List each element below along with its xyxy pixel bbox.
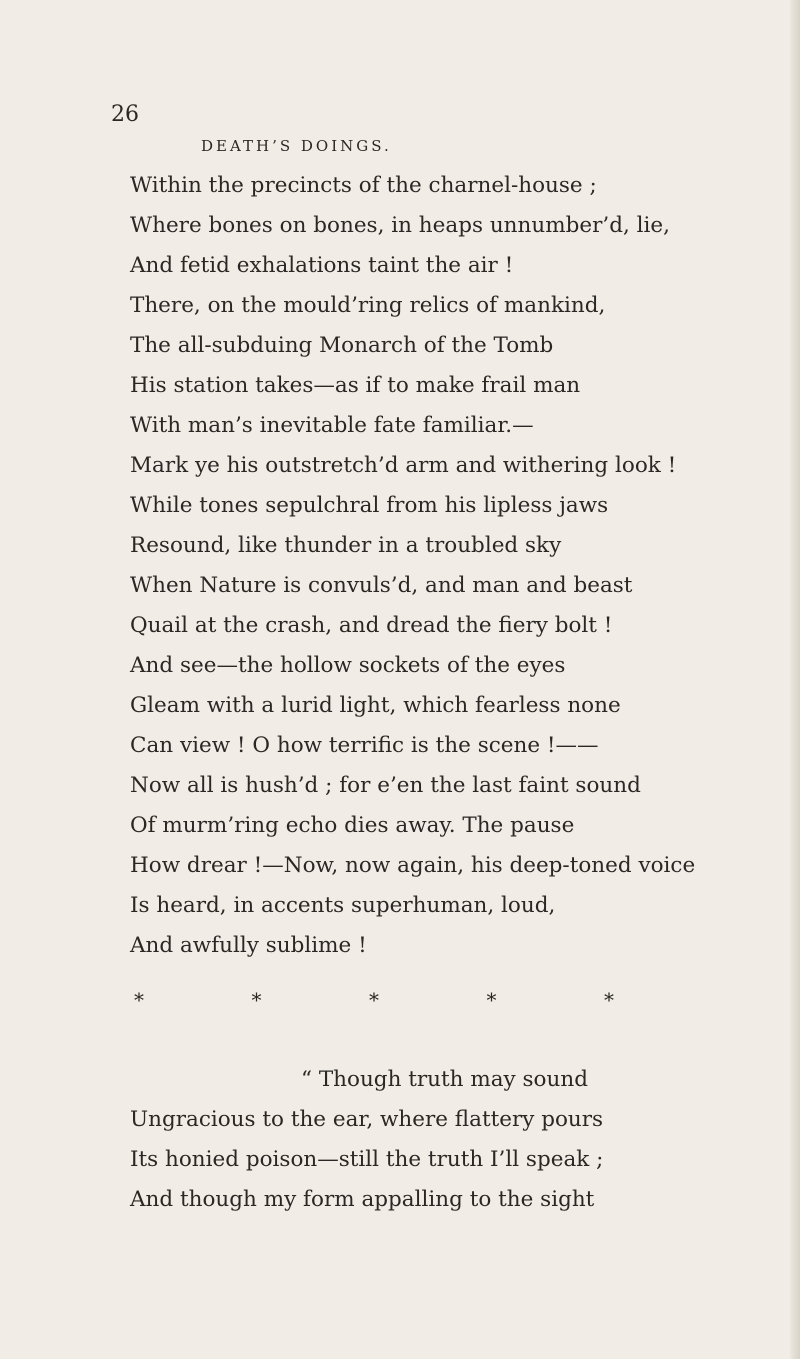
poem-line: Is heard, in accents superhuman, loud, (130, 893, 556, 918)
page-number: 26 (111, 102, 139, 127)
poem-line: When Nature is convuls’d, and man and beast (130, 573, 633, 598)
poem-line: Of murm’ring echo dies away. The pause (130, 813, 575, 838)
poem-line: “ Though truth may sound (301, 1067, 588, 1092)
poem-line: And see—the hollow sockets of the eyes (130, 653, 566, 678)
poem-line: And fetid exhalations taint the air ! (130, 253, 514, 278)
poem-line: Ungracious to the ear, where flattery pours (130, 1107, 604, 1132)
poem-line: Gleam with a lurid light, which fearless none (130, 693, 621, 718)
poem-line: Where bones on bones, in heaps unnumber’d, lie, (130, 213, 670, 238)
poem-line: His station takes—as if to make frail man (130, 373, 581, 398)
poem-line: Mark ye his outstretch’d arm and withering look ! (130, 453, 677, 478)
separator-asterisk: * (486, 988, 497, 1012)
poem-line: The all-subduing Monarch of the Tomb (130, 333, 554, 358)
separator-asterisk: * (251, 988, 262, 1012)
separator-asterisk: * (604, 988, 614, 1012)
running-head: DEATH’S DOINGS. (201, 137, 392, 155)
page-edge (790, 0, 800, 1359)
poem-line: And though my form appalling to the sight (130, 1187, 595, 1212)
section-separator (134, 989, 614, 1011)
poem-line: Resound, like thunder in a troubled sky (130, 533, 562, 558)
separator-asterisk: * (134, 988, 144, 1012)
poem-line: How drear !—Now, now again, his deep-toned voice (130, 853, 696, 878)
poem-line: Within the precincts of the charnel-house ; (130, 173, 597, 198)
separator-asterisk: * (369, 988, 379, 1012)
poem-line: Quail at the crash, and dread the fiery bolt ! (130, 613, 613, 638)
poem-line: And awfully sublime ! (130, 933, 367, 958)
poem-line: Now all is hush’d ; for e’en the last faint sound (130, 773, 641, 798)
poem-line: While tones sepulchral from his lipless jaws (130, 493, 609, 518)
poem-line: With man’s inevitable fate familiar.— (130, 413, 534, 438)
poem-line: There, on the mould’ring relics of mankind, (130, 293, 606, 318)
poem-line: Can view ! O how terrific is the scene !—— (130, 733, 599, 758)
poem-line: Its honied poison—still the truth I’ll speak ; (130, 1147, 604, 1172)
